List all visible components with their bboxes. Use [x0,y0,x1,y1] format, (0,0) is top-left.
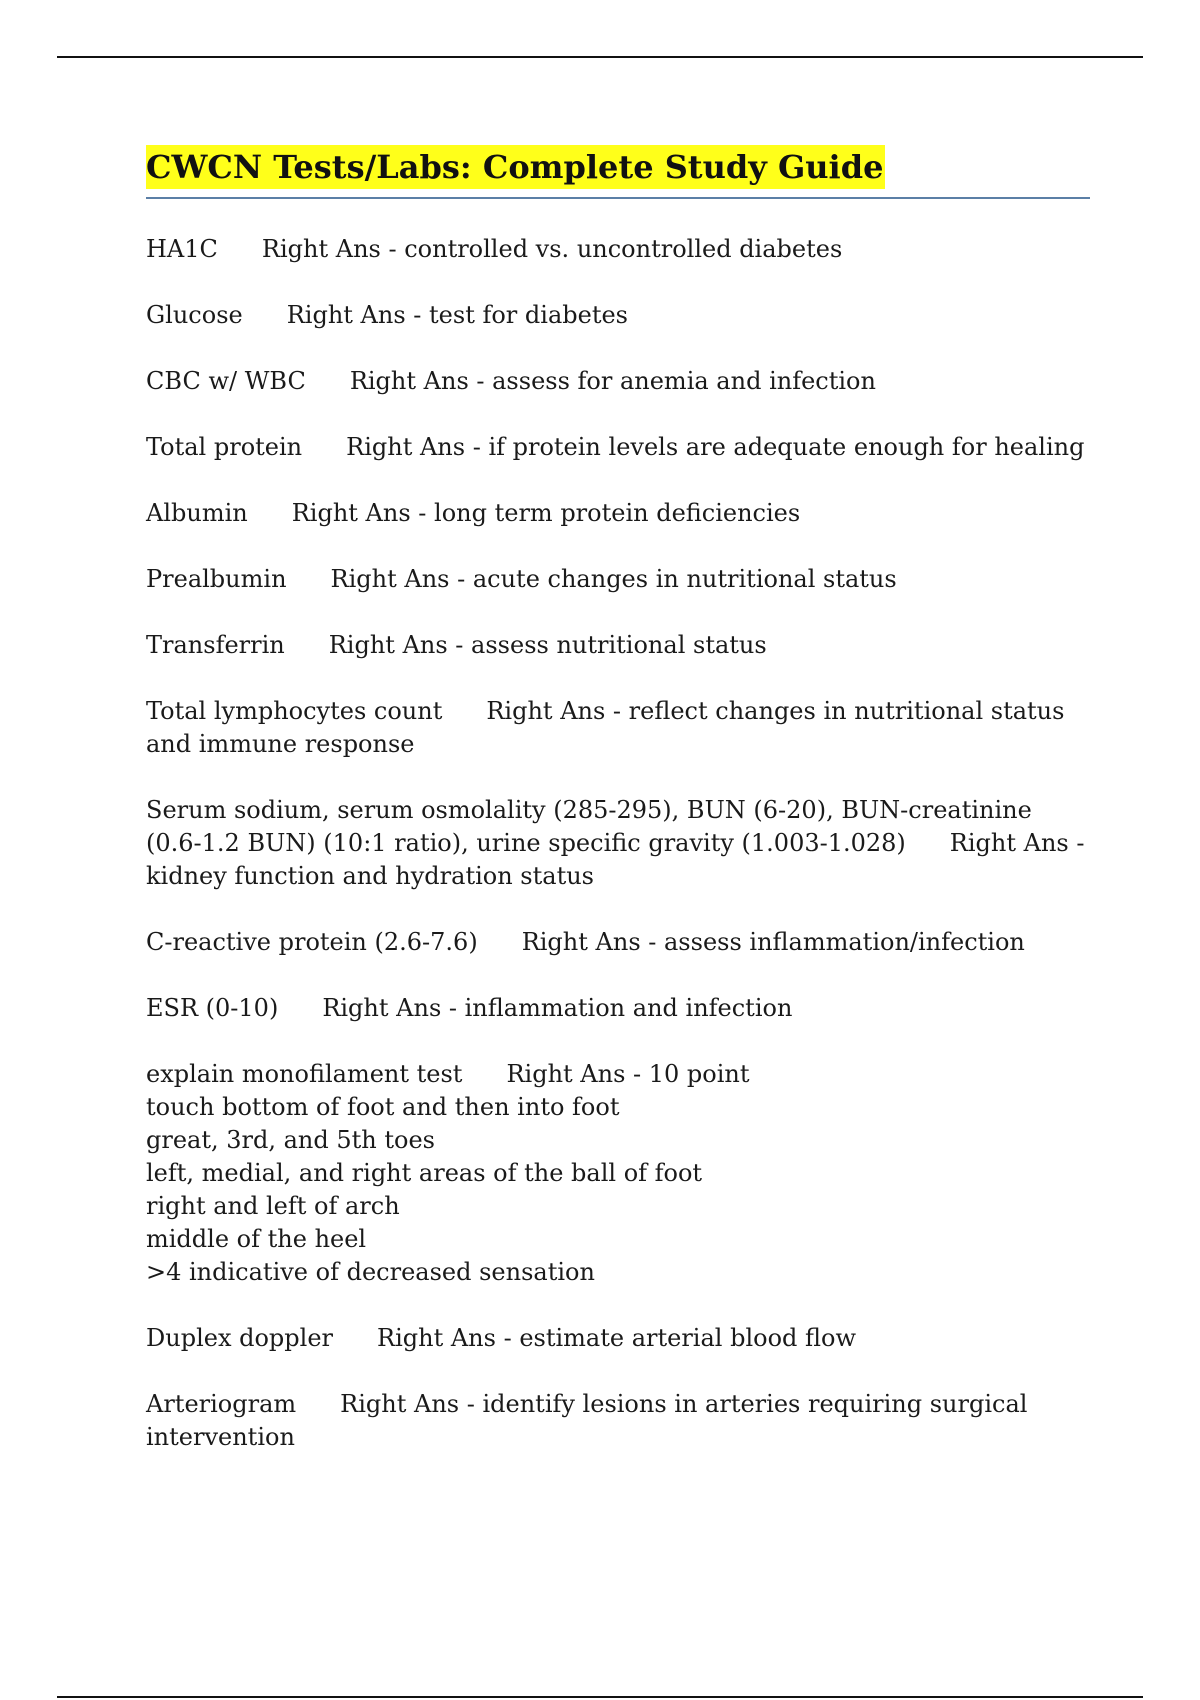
entry-term: explain monofilament test [146,1060,463,1088]
entry-answer: Right Ans - inflammation and infection [322,994,793,1022]
entry-term: Prealbumin [146,565,287,593]
entry-term: C-reactive protein (2.6-7.6) [146,928,478,956]
qa-entry [146,233,1090,266]
entry-term: ESR (0-10) [146,994,279,1022]
qa-entry [146,365,1090,398]
qa-entry [146,431,1090,464]
entry-answer: Right Ans - kidney function and hydration status [146,829,1093,890]
qa-entry [146,992,1090,1025]
page-top-rule [57,56,1143,58]
entry-answer: Right Ans - assess nutritional status [328,631,767,659]
entry-term: Arteriogram [146,1390,297,1418]
answer-detail-line: left, medial, and right areas of the ball of foot [146,1159,703,1187]
entry-answer: Right Ans - 10 point [506,1060,750,1088]
qa-entry [146,1388,1090,1454]
document-body [146,145,1093,1487]
qa-entry [146,563,1090,596]
qa-entry [146,695,1090,761]
entry-answer: Right Ans - identify lesions in arteries requiring surgical intervention [146,1390,1036,1451]
answer-detail-line: >4 indicative of decreased sensation [146,1258,595,1286]
qa-entry [146,299,1090,332]
answer-detail-line: middle of the heel [146,1225,367,1253]
answer-detail-line: great, 3rd, and 5th toes [146,1126,435,1154]
entry-term: Albumin [146,499,248,527]
qa-entry [146,497,1090,530]
entry-term: HA1C [146,235,218,263]
entry-term: Transferrin [146,631,285,659]
page-bottom-rule [57,1696,1143,1698]
qa-entry [146,794,1093,893]
entry-answer: Right Ans - controlled vs. uncontrolled diabetes [261,235,843,263]
answer-detail-line: right and left of arch [146,1192,400,1220]
entry-answer: Right Ans - assess inflammation/infection [521,928,1025,956]
answer-detail-line: touch bottom of foot and then into foot [146,1093,620,1121]
entry-answer: Right Ans - long term protein deficiencies [291,499,801,527]
entry-answer: Right Ans - test for diabetes [286,301,628,329]
entry-answer: Right Ans - if protein levels are adequate enough for healing [346,433,1085,461]
title-block [146,145,1090,199]
entry-term: Total lymphocytes count [146,697,443,725]
qa-entry-monofilament [146,1058,1090,1289]
entry-term: Serum sodium, serum osmolality (285-295), BUN (6-20), BUN-creatinine (0.6-1.2 BUN) (10:1 ratio), urine specific gravity (1.003-1.028) [146,796,1040,857]
entry-answer: Right Ans - acute changes in nutritional status [330,565,897,593]
qa-entry [146,1322,1090,1355]
entry-term: Duplex doppler [146,1324,333,1352]
entry-term: Total protein [146,433,303,461]
entry-term: Glucose [146,301,243,329]
entry-answer: Right Ans - reflect changes in nutritional status and immune response [146,697,1073,758]
page-title: CWCN Tests/Labs: Complete Study Guide [146,145,885,189]
entry-term: CBC w/ WBC [146,367,306,395]
qa-entry [146,926,1090,959]
qa-entry [146,629,1090,662]
entry-answer: Right Ans - estimate arterial blood flow [377,1324,857,1352]
entry-answer: Right Ans - assess for anemia and infection [349,367,876,395]
